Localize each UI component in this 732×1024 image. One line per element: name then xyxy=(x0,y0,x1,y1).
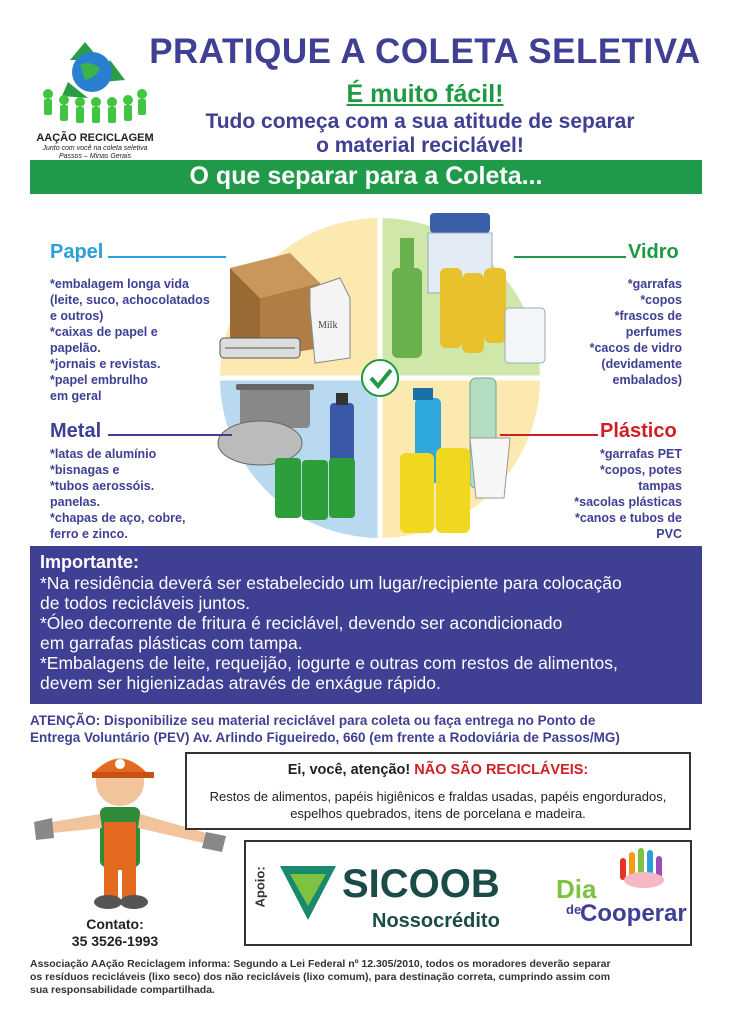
logo-name: AAÇÃO RECICLAGEM xyxy=(36,132,154,144)
vidro-item: *cacos de vidro xyxy=(589,341,682,355)
contact-block xyxy=(40,916,190,950)
vidro-item: *copos xyxy=(640,293,682,307)
papel-item: *embalagem longa vida xyxy=(50,277,189,291)
category-papel-title: Papel xyxy=(50,241,104,263)
papel-line xyxy=(108,256,226,258)
bubble-body: Restos de alimentos, papéis higiênicos e fraldas usadas, papéis engordurados, espelhos quebrados, itens de porcelana e madeira. xyxy=(209,789,667,821)
metal-item: ferro e zinco. xyxy=(50,527,128,541)
plastico-item: PVC xyxy=(656,527,682,541)
category-plastico-title: Plástico xyxy=(600,420,677,442)
glass-cup-icon xyxy=(505,308,545,363)
important-line: *Óleo decorrente de fritura é reciclável, devendo ser acondicionado xyxy=(40,613,563,633)
sicoob-logo-icon xyxy=(280,866,336,929)
important-line: devem ser higienizadas através de enxágue rápido. xyxy=(40,673,441,693)
metal-item: *bisnagas e xyxy=(50,463,120,477)
plastico-item: tampas xyxy=(638,479,682,493)
vidro-line xyxy=(514,256,626,258)
papel-item: em geral xyxy=(50,389,102,403)
svg-text:Milk: Milk xyxy=(318,320,338,331)
check-icon xyxy=(362,360,398,396)
vidro-items xyxy=(540,276,682,388)
subtitle: É muito fácil! xyxy=(346,80,504,108)
cooperar-text: Cooperar xyxy=(580,900,687,927)
category-metal-title: Metal xyxy=(50,420,102,442)
papel-items xyxy=(50,276,230,404)
important-line: de todos recicláveis juntos. xyxy=(40,593,251,613)
footer-notice: Associação AAção Reciclagem informa: Segundo a Lei Federal nº 12.305/2010, todos os moradores deverão separar os resíduos recicláveis (lixo seco) dos não recicláveis (lixo comum), para destinação correta, cumprindo assim com sua responsabilidade compartilhada. xyxy=(30,958,611,996)
vidro-item: (devidamente xyxy=(601,357,682,371)
papel-item: *caixas de papel e xyxy=(50,325,158,339)
papel-item: *papel embrulho xyxy=(50,373,148,387)
contact-phone: 35 3526-1993 xyxy=(71,933,159,949)
sponsor-label: Apoio: xyxy=(252,866,268,908)
plastico-line xyxy=(500,434,598,436)
newspaper-icon xyxy=(220,338,300,358)
important-title: Importante: xyxy=(40,552,139,572)
sicoob-brand: SICOOB xyxy=(342,862,500,906)
section-title: O que separar para a Coleta... xyxy=(30,160,702,194)
papel-item: (leite, suco, achocolatados xyxy=(50,293,210,307)
important-line: *Na residência deverá ser estabelecido um lugar/recipiente para colocação xyxy=(40,573,622,593)
plastico-item: *garrafas PET xyxy=(600,447,682,461)
plastic-cup-icon xyxy=(470,438,510,498)
vidro-item: *garrafas xyxy=(627,277,682,291)
metal-item: *tubos aerossóis. xyxy=(50,479,155,493)
page-title: PRATIQUE A COLETA SELETIVA xyxy=(149,32,701,71)
milk-carton-icon xyxy=(310,278,350,363)
beer-bottles-icon xyxy=(440,268,506,353)
metal-item: panelas. xyxy=(50,495,101,509)
sicoob-sub: Nossocrédito xyxy=(372,910,500,932)
bubble-heading: Ei, você, atenção! NÃO SÃO RECICLÁVEIS: xyxy=(287,762,589,778)
important-line: em garrafas plásticas com tampa. xyxy=(40,633,303,653)
logo-subtitle: Junto com você na coleta seletiva Passos – Minas Gerais xyxy=(42,145,148,160)
sponsor-box xyxy=(244,840,692,946)
metal-line xyxy=(108,434,232,436)
recyclables-illustration xyxy=(200,198,560,544)
papel-item: *jornais e revistas. xyxy=(50,357,161,371)
vidro-item: perfumes xyxy=(625,325,682,339)
plastico-item: *copos, potes xyxy=(600,463,682,477)
de-text: de xyxy=(566,902,582,917)
important-line: *Embalagens de leite, requeijão, iogurte e outras com restos de alimentos, xyxy=(40,653,618,673)
aerosol-can-icon xyxy=(330,393,354,463)
important-box xyxy=(30,546,702,704)
papel-item: papelão. xyxy=(50,341,101,355)
plastico-item: *canos e tubos de xyxy=(575,511,682,525)
tagline: Tudo começa com a sua atitude de separar o material reciclável! xyxy=(205,110,635,157)
papel-item: e outros) xyxy=(50,309,104,323)
dia-cooperar-hands-icon xyxy=(616,848,676,893)
contact-label: Contato: xyxy=(86,916,144,932)
metal-item: *chapas de aço, cobre, xyxy=(50,511,186,525)
dia-text: Dia xyxy=(556,874,597,904)
attention-notice: ATENÇÃO: Disponibilize seu material reciclável para coleta ou faça entrega no Ponto de Entrega Voluntário (PEV) Av. Arlindo Figueiredo, 660 (em frente a Rodoviária de Passos/MG) xyxy=(30,713,620,745)
aluminum-cans-icon xyxy=(275,458,355,520)
speech-bubble xyxy=(185,752,691,830)
metal-items xyxy=(50,446,230,542)
category-vidro-title: Vidro xyxy=(628,241,679,263)
metal-item: *latas de alumínio xyxy=(50,447,157,461)
plastico-item: *sacolas plásticas xyxy=(574,495,682,509)
vidro-item: *frascos de xyxy=(614,309,682,323)
plastico-items xyxy=(540,446,682,542)
vidro-item: embalados) xyxy=(612,373,682,387)
